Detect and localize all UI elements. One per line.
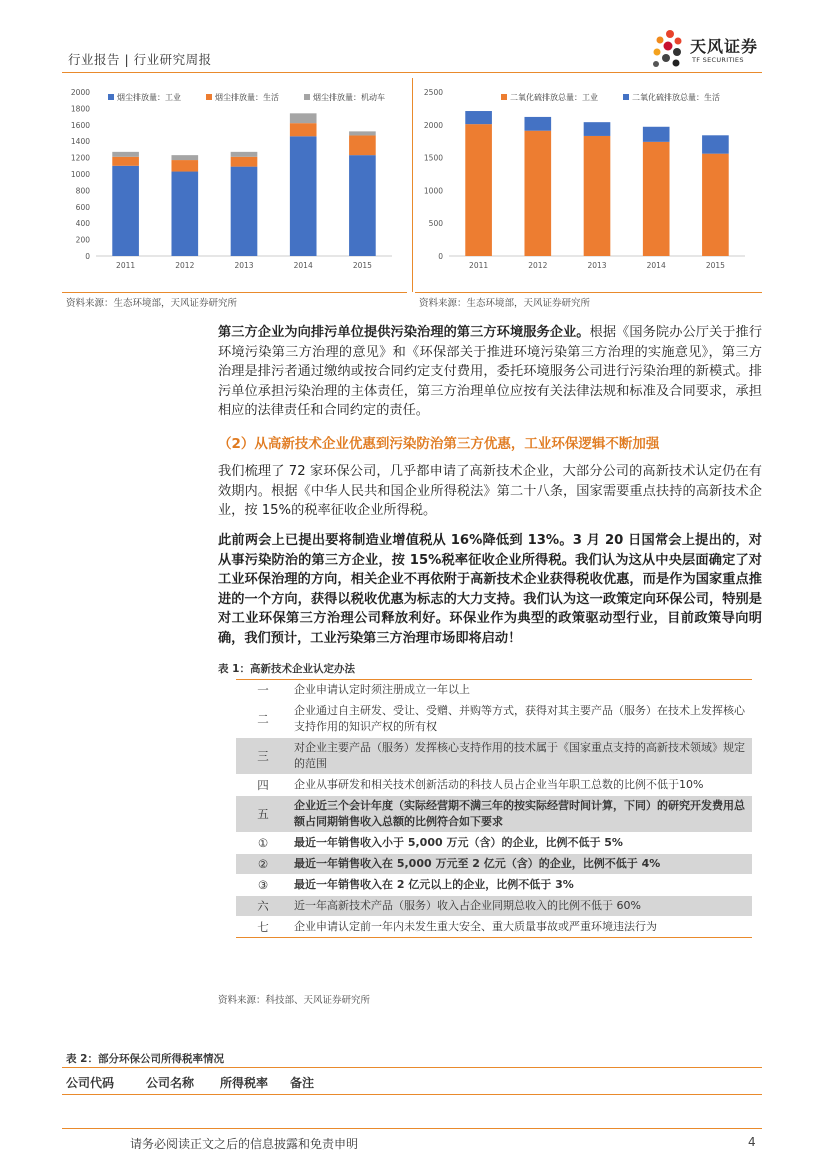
y-tick-label: 0 <box>85 252 90 261</box>
paragraph-lead-bold: 第三方企业为向排污单位提供污染治理的第三方环境服务企业。 <box>218 325 590 340</box>
table1-title: 表 1：高新技术企业认定办法 <box>218 663 355 675</box>
y-tick-label: 400 <box>75 219 90 229</box>
chart-dust-emissions <box>62 80 407 280</box>
table-cell-index: 七 <box>236 917 290 938</box>
bar-二氧化硫排放总量：工业 <box>643 142 670 256</box>
y-tick-label: 2500 <box>423 88 443 97</box>
chart-so2-emissions-svg <box>415 80 760 280</box>
bar-烟尘排放量：生活 <box>349 135 376 155</box>
x-tick-label: 2015 <box>352 261 372 270</box>
bar-二氧化硫排放总量：生活 <box>643 127 670 142</box>
table-cell-text: 最近一年销售收入在 5,000 万元至 2 亿元（含）的企业，比例不低于 4% <box>290 854 752 875</box>
y-tick-label: 600 <box>75 202 90 212</box>
bar-烟尘排放量：机动车 <box>231 152 258 157</box>
table-row <box>236 896 752 917</box>
table-cell-text: 企业从事研发和相关技术创新活动的科技人员占企业当年职工总数的比例不低于10% <box>290 775 752 796</box>
table-row <box>236 854 752 875</box>
table-cell-index: 六 <box>236 896 290 917</box>
table-cell-text: 企业通过自主研发、受让、受赠、并购等方式，获得对其主要产品（服务）在技术上发挥核心支持作用的知识产权的所有权 <box>290 701 752 738</box>
bar-烟尘排放量：工业 <box>112 166 139 256</box>
paragraph-third-party-definition <box>218 323 762 421</box>
bar-烟尘排放量：生活 <box>112 157 139 166</box>
table-row <box>236 680 752 701</box>
bar-烟尘排放量：机动车 <box>349 131 376 135</box>
legend-swatch <box>304 94 310 100</box>
y-tick-label: 2000 <box>70 88 90 97</box>
bar-烟尘排放量：机动车 <box>171 155 198 160</box>
company-logo <box>650 28 770 74</box>
bar-烟尘排放量：工业 <box>290 136 317 256</box>
bar-二氧化硫排放总量：生活 <box>465 111 492 124</box>
x-tick-label: 2012 <box>528 261 548 270</box>
y-tick-label: 1000 <box>423 186 443 196</box>
paragraph-high-tech: 我们梳理了 72 家环保公司，几乎都申请了高新技术企业，大部分公司的高新技术认定仍在有效期内。根据《中华人民共和国企业所得税法》第二十八条，国家需要重点扶持的高新技术企业，按 15%的税率征收企业所得税。 <box>218 464 762 518</box>
table-cell-text: 企业近三个会计年度（实际经营期不满三年的按实际经营时间计算，下同）的研究开发费用总额占同期销售收入总额的比例符合如下要求 <box>290 796 752 833</box>
table-cell-index: 二 <box>236 701 290 738</box>
logo-text-en: TF SECURITIES <box>692 56 744 64</box>
table-cell-index: 五 <box>236 796 290 833</box>
table2-header-row <box>62 1067 762 1095</box>
paragraph-body: 根据《国务院办公厅关于推行环境污染第三方治理的意见》和《环保部关于推进环境污染第三方治理的实施意见》，第三方治理是排污者通过缴纳或按合同约定支付费用，委托环境服务公司进行污染治理的新模式。排污单位承担污染治理的主体责任，第三方治理单位应按有关法律法规和标准及合同要求，承担相应的法律责任和合同约定的责任。 <box>218 325 763 418</box>
y-tick-label: 0 <box>438 252 443 261</box>
bar-烟尘排放量：机动车 <box>112 152 139 157</box>
table-row <box>236 775 752 796</box>
y-tick-label: 1000 <box>70 170 90 179</box>
bar-二氧化硫排放总量：工业 <box>524 131 551 256</box>
x-tick-label: 2011 <box>116 261 136 270</box>
y-tick-label: 1500 <box>423 153 443 163</box>
table-row <box>236 917 752 938</box>
header-divider <box>62 72 762 73</box>
legend-swatch <box>501 94 507 100</box>
chart2-source: 资料来源：生态环境部，天风证券研究所 <box>419 298 591 309</box>
table-cell-index: ③ <box>236 875 290 896</box>
footer-divider <box>62 1128 762 1129</box>
table-row <box>236 796 752 833</box>
x-tick-label: 2013 <box>587 261 607 270</box>
bar-烟尘排放量：生活 <box>231 157 258 167</box>
y-tick-label: 1200 <box>70 153 90 163</box>
table-cell-text: 企业申请认定时须注册成立一年以上 <box>290 680 752 701</box>
footer-disclaimer: 请务必阅读正文之后的信息披露和免责申明 <box>130 1137 359 1151</box>
table2-header-code: 公司代码 <box>66 1076 115 1090</box>
y-tick-label: 800 <box>75 186 90 196</box>
chart-divider <box>412 78 413 292</box>
report-header-title: 行业报告 | 行业研究周报 <box>68 52 212 67</box>
legend-label: 烟尘排放量：机动车 <box>313 93 385 102</box>
table-cell-text: 近一年高新技术产品（服务）收入占企业同期总收入的比例不低于 60% <box>290 896 752 917</box>
x-tick-label: 2014 <box>646 261 666 270</box>
table-cell-index: 四 <box>236 775 290 796</box>
bar-二氧化硫排放总量：工业 <box>465 124 492 256</box>
chart1-source: 资料来源：生态环境部，天风证券研究所 <box>66 298 238 309</box>
legend-swatch <box>108 94 114 100</box>
x-tick-label: 2012 <box>175 261 195 270</box>
section-heading: （2）从高新技术企业优惠到污染防治第三方优惠，工业环保逻辑不断加强 <box>218 436 660 452</box>
y-tick-label: 1800 <box>70 104 90 114</box>
table-row <box>236 875 752 896</box>
legend-label: 烟尘排放量：生活 <box>215 93 279 102</box>
table1-source: 资料来源：科技部、天风证券研究所 <box>218 995 371 1006</box>
y-tick-label: 500 <box>428 219 443 229</box>
table2-header-tax-rate: 所得税率 <box>220 1076 269 1090</box>
bar-烟尘排放量：生活 <box>171 160 198 171</box>
table-cell-index: ① <box>236 833 290 854</box>
legend-label: 烟尘排放量：工业 <box>117 93 181 102</box>
table-cell-index: 三 <box>236 738 290 775</box>
legend-label: 二氧化硫排放总量：生活 <box>632 93 720 102</box>
bar-烟尘排放量：工业 <box>171 172 198 256</box>
y-tick-label: 2000 <box>423 120 443 130</box>
legend-swatch <box>206 94 212 100</box>
table-cell-text: 最近一年销售收入在 2 亿元以上的企业，比例不低于 3% <box>290 875 752 896</box>
table-row <box>236 833 752 854</box>
x-tick-label: 2014 <box>293 261 313 270</box>
chart-so2-emissions <box>415 80 760 280</box>
bar-烟尘排放量：工业 <box>349 155 376 256</box>
legend-swatch <box>623 94 629 100</box>
bar-二氧化硫排放总量：生活 <box>524 117 551 131</box>
bar-二氧化硫排放总量：生活 <box>584 122 611 136</box>
table2-title: 表 2：部分环保公司所得税率情况 <box>66 1053 224 1065</box>
logo-text-cn: 天风证券 <box>690 37 759 56</box>
page-number: 4 <box>748 1135 756 1149</box>
y-tick-label: 200 <box>75 235 90 245</box>
table-cell-text: 企业申请认定前一年内未发生重大安全、重大质量事故或严重环境违法行为 <box>290 917 752 938</box>
table-cell-text: 最近一年销售收入小于 5,000 万元（含）的企业，比例不低于 5% <box>290 833 752 854</box>
legend-label: 二氧化硫排放总量：工业 <box>510 93 598 102</box>
bar-二氧化硫排放总量：生活 <box>702 135 729 153</box>
table-cell-index: 一 <box>236 680 290 701</box>
bar-二氧化硫排放总量：工业 <box>702 154 729 256</box>
x-tick-label: 2015 <box>705 261 725 270</box>
y-tick-label: 1400 <box>70 137 90 147</box>
x-tick-label: 2011 <box>469 261 489 270</box>
chart1-source-line <box>62 292 407 293</box>
table-high-tech-criteria <box>236 679 752 938</box>
table2-header-name: 公司名称 <box>146 1076 195 1090</box>
table-row <box>236 701 752 738</box>
table2-header-notes: 备注 <box>290 1076 315 1090</box>
paragraph-policy: 此前两会上已提出要将制造业增值税从 16%降低到 13%。3 月 20 日国常会上提出的，对从事污染防治的第三方企业，按 15%税率征收企业所得税。我们认为这从中央层面确定了对工业环保治理的方向，相关企业不再依附于高新技术企业获得税收优惠，而是作为国家重点推进的一个方向，获得以税收优惠为标志的大力支持。我们认为这一政策定向环保公司，特别是对工业环保第三方治理公司释放利好。环保业作为典型的政策驱动型行业，目前政策导向明确，我们预计，工业污染第三方治理市场即将启动！ <box>218 533 762 646</box>
bar-烟尘排放量：生活 <box>290 123 317 136</box>
table-cell-index: ② <box>236 854 290 875</box>
bar-烟尘排放量：机动车 <box>290 113 317 123</box>
chart2-source-line <box>415 292 762 293</box>
x-tick-label: 2013 <box>234 261 254 270</box>
bar-二氧化硫排放总量：工业 <box>584 136 611 256</box>
table-row <box>236 738 752 775</box>
table-cell-text: 对企业主要产品（服务）发挥核心支持作用的技术属于《国家重点支持的高新技术领域》规定的范围 <box>290 738 752 775</box>
logo-mark-icon <box>650 28 688 72</box>
y-tick-label: 1600 <box>70 120 90 130</box>
chart-dust-emissions-svg <box>62 80 407 280</box>
bar-烟尘排放量：工业 <box>231 167 258 256</box>
